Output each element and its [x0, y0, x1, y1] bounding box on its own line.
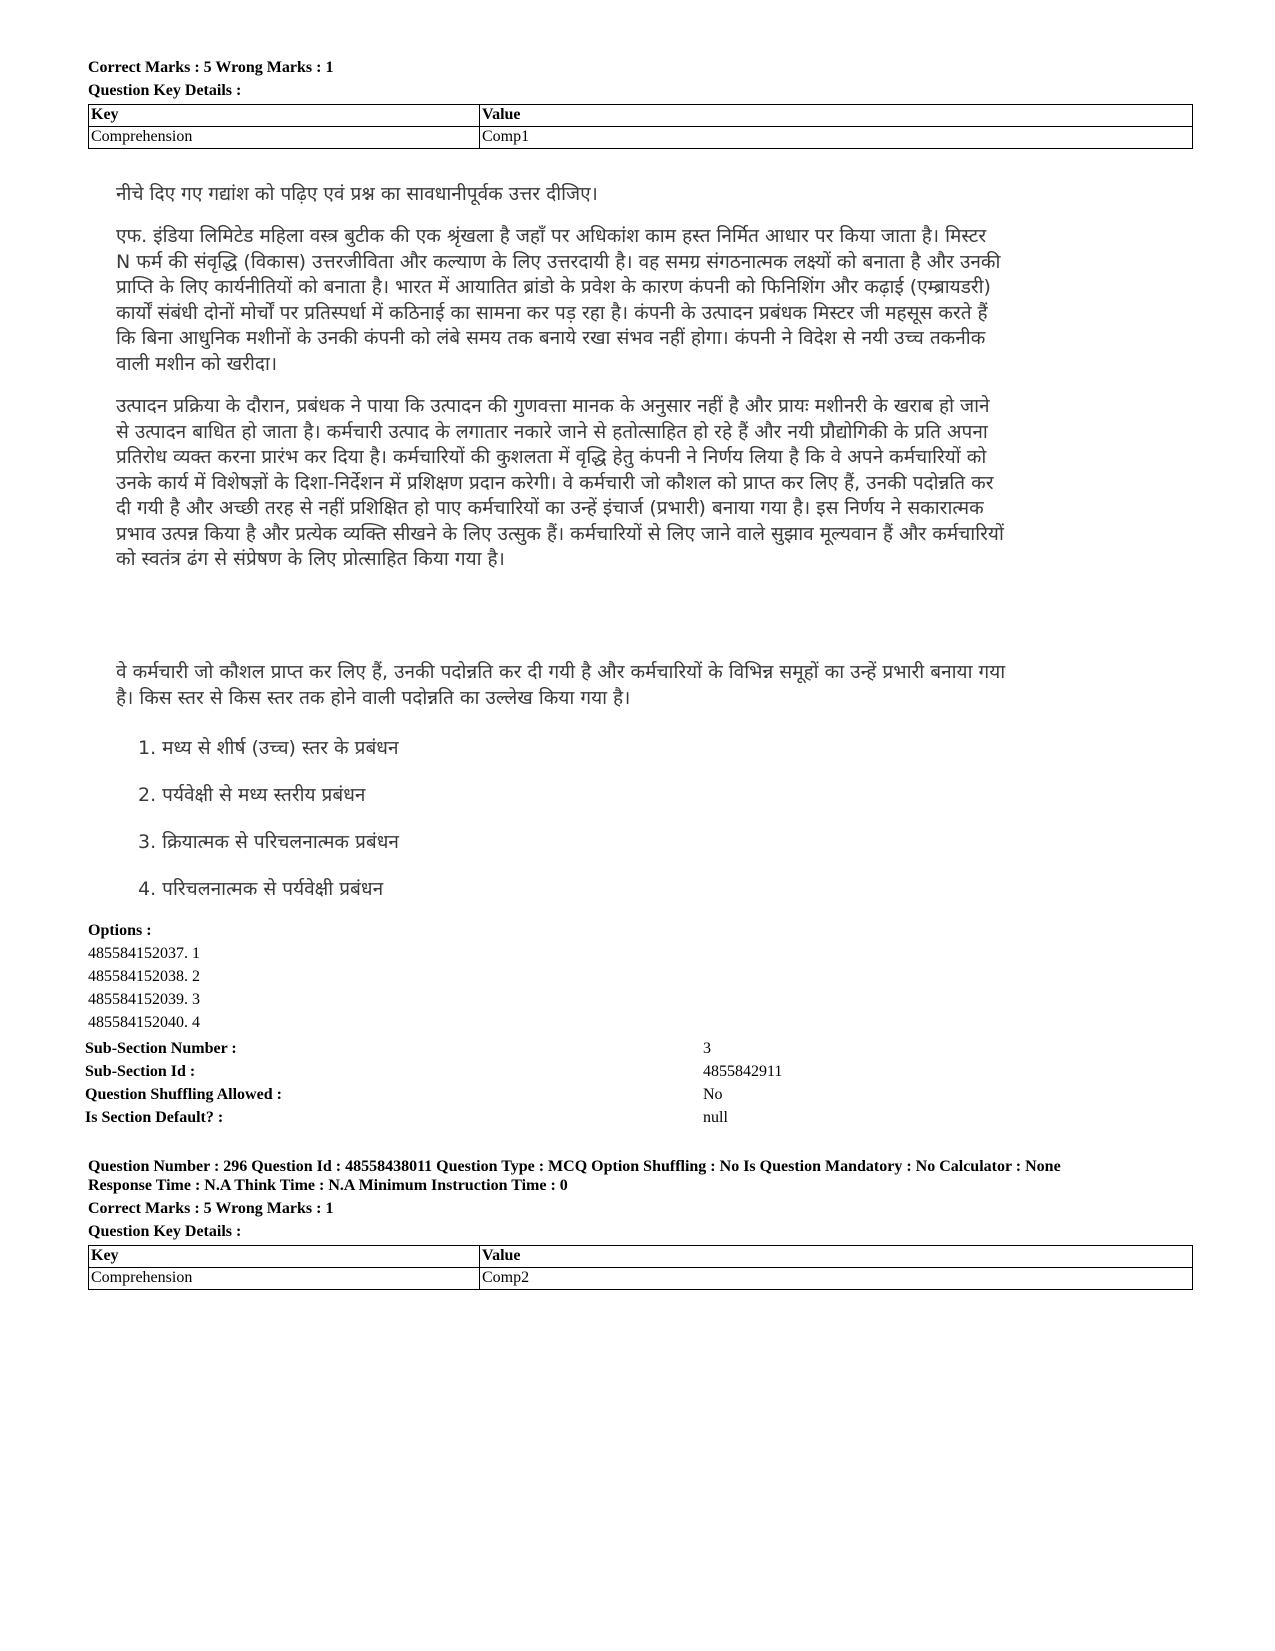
option-item: 485584152040. 4 — [88, 1014, 200, 1031]
option-item: 485584152038. 2 — [88, 968, 200, 985]
passage-option-1: 1. मध्य से शीर्ष (उच्च) स्तर के प्रबंधन — [138, 737, 399, 759]
subsection-id-value: 4855842911 — [703, 1063, 783, 1080]
shuffling-label: Question Shuffling Allowed : — [85, 1086, 282, 1103]
passage-option-4: 4. परिचलनात्मक से पर्यवेक्षी प्रबंधन — [138, 878, 384, 900]
key-details-label: Question Key Details : — [88, 82, 242, 99]
subsection-number-value: 3 — [703, 1040, 711, 1057]
subsection-number-label: Sub-Section Number : — [85, 1040, 237, 1057]
value-header: Value — [480, 105, 1193, 127]
shuffling-value: No — [703, 1086, 723, 1103]
passage-paragraph-1: एफ. इंडिया लिमिटेड महिला वस्त्र बुटीक की एक श्रृंखला है जहाँ पर अधिकांश काम हस्त निर्मित आधार पर किया जाता है। मिस्टर N फर्म की संवृद्धि (विकास) उत्तरजीविता और कल्याण के लिए उत्तरदायी है। वह समग्र संगठनात्मक लक्ष्यों को बनाता है और उनकी प्राप्ति के लिए कार्यनीतियों को बनाता है। भारत में आयातित ब्रांडो के प्रवेश के कारण कंपनी को फिनिशिंग और कढ़ाई (एम्ब्रायडरी) कार्यों संबंधी दोनों मोर्चों पर प्रतिस्पर्धा में कठिनाई का सामना कर पड़ रहा है। कंपनी के उत्पादन प्रबंधक मिस्टर जी महसूस करते हैं कि बिना आधुनिक मशीनों के उनकी कंपनी को लंबे समय तक बनाये रखा संभव नहीं होगा। कंपनी ने विदेश से नयी उच्च तकनीक वाली मशीन को खरीदा। — [116, 225, 1001, 375]
scanned-passage-image — [108, 182, 1008, 952]
table-header-row — [89, 1246, 1193, 1268]
option-item: 485584152039. 3 — [88, 991, 200, 1008]
question-key-table — [88, 1245, 1193, 1290]
section-default-label: Is Section Default? : — [85, 1109, 224, 1126]
option-item: 485584152037. 1 — [88, 945, 200, 962]
key-header: Key — [89, 1246, 480, 1268]
key-cell: Comprehension — [89, 1268, 480, 1290]
subsection-id-label: Sub-Section Id : — [85, 1063, 196, 1080]
section-default-value: null — [703, 1109, 728, 1126]
question-key-table — [88, 104, 1193, 149]
table-row — [89, 127, 1193, 149]
value-cell: Comp2 — [480, 1268, 1193, 1290]
marks-line: Correct Marks : 5 Wrong Marks : 1 — [88, 1200, 334, 1217]
marks-line: Correct Marks : 5 Wrong Marks : 1 — [88, 59, 334, 76]
passage-paragraph-2: उत्पादन प्रक्रिया के दौरान, प्रबंधक ने पाया कि उत्पादन की गुणवत्ता मानक के अनुसार नहीं है और प्रायः मशीनरी के खराब हो जाने से उत्पादन बाधित हो जाता है। कर्मचारी उत्पाद के लगातार नकारे जाने से हतोत्साहित हो रहे हैं और नयी प्रौद्योगिकी के प्रति अपना प्रतिरोध व्यक्त करना प्रारंभ कर दिया है। कर्मचारियों की कुशलता में वृद्धि हेतु कंपनी ने निर्णय लिया है कि वे अपने कर्मचारियों को उनके कार्य में विशेषज्ञों के दिशा-निर्देशन में प्रशिक्षण प्रदान करेगी। वे कर्मचारी जो कौशल को प्राप्त कर लिए हैं, उनकी पदोन्नति कर दी गयी है और अच्छी तरह से नहीं प्रशिक्षित हो पाए कर्मचारियों का उन्हें इंचार्ज (प्रभारी) बनाया गया है। इस निर्णय ने सकारात्मक प्रभाव उत्पन्न किया है और प्रत्येक व्यक्ति सीखने के लिए उत्सुक हैं। कर्मचारियों से लिए जाने वाले सुझाव मूल्यवान हैं और कर्मचारियों को स्वतंत्र ढंग से संप्रेषण के लिए प्रोत्साहित किया गया है। — [116, 395, 1004, 570]
table-row — [89, 1268, 1193, 1290]
passage-question: वे कर्मचारी जो कौशल प्राप्त कर लिए हैं, उनकी पदोन्नति कर दी गयी है और कर्मचारियों के विभिन्न समूहों का उन्हें प्रभारी बनाया गया है। किस स्तर से किस स्तर तक होने वाली पदोन्नति का उल्लेख किया गया है। — [116, 661, 1006, 709]
passage-option-2: 2. पर्यवेक्षी से मध्य स्तरीय प्रबंधन — [138, 784, 366, 806]
key-details-label: Question Key Details : — [88, 1223, 242, 1240]
table-header-row — [89, 105, 1193, 127]
key-header: Key — [89, 105, 480, 127]
options-label: Options : — [88, 922, 152, 939]
passage-instruction: नीचे दिए गए गद्यांश को पढ़िए एवं प्रश्न का सावधानीपूर्वक उत्तर दीजिए। — [116, 183, 598, 205]
question-header-line-2: Response Time : N.A Think Time : N.A Minimum Instruction Time : 0 — [88, 1177, 568, 1194]
question-header-line-1: Question Number : 296 Question Id : 48558438011 Question Type : MCQ Option Shuffling : No Is Question Mandatory : No Calculator : None — [88, 1158, 1061, 1175]
key-cell: Comprehension — [89, 127, 480, 149]
value-cell: Comp1 — [480, 127, 1193, 149]
value-header: Value — [480, 1246, 1193, 1268]
passage-option-3: 3. क्रियात्मक से परिचलनात्मक प्रबंधन — [138, 831, 399, 853]
